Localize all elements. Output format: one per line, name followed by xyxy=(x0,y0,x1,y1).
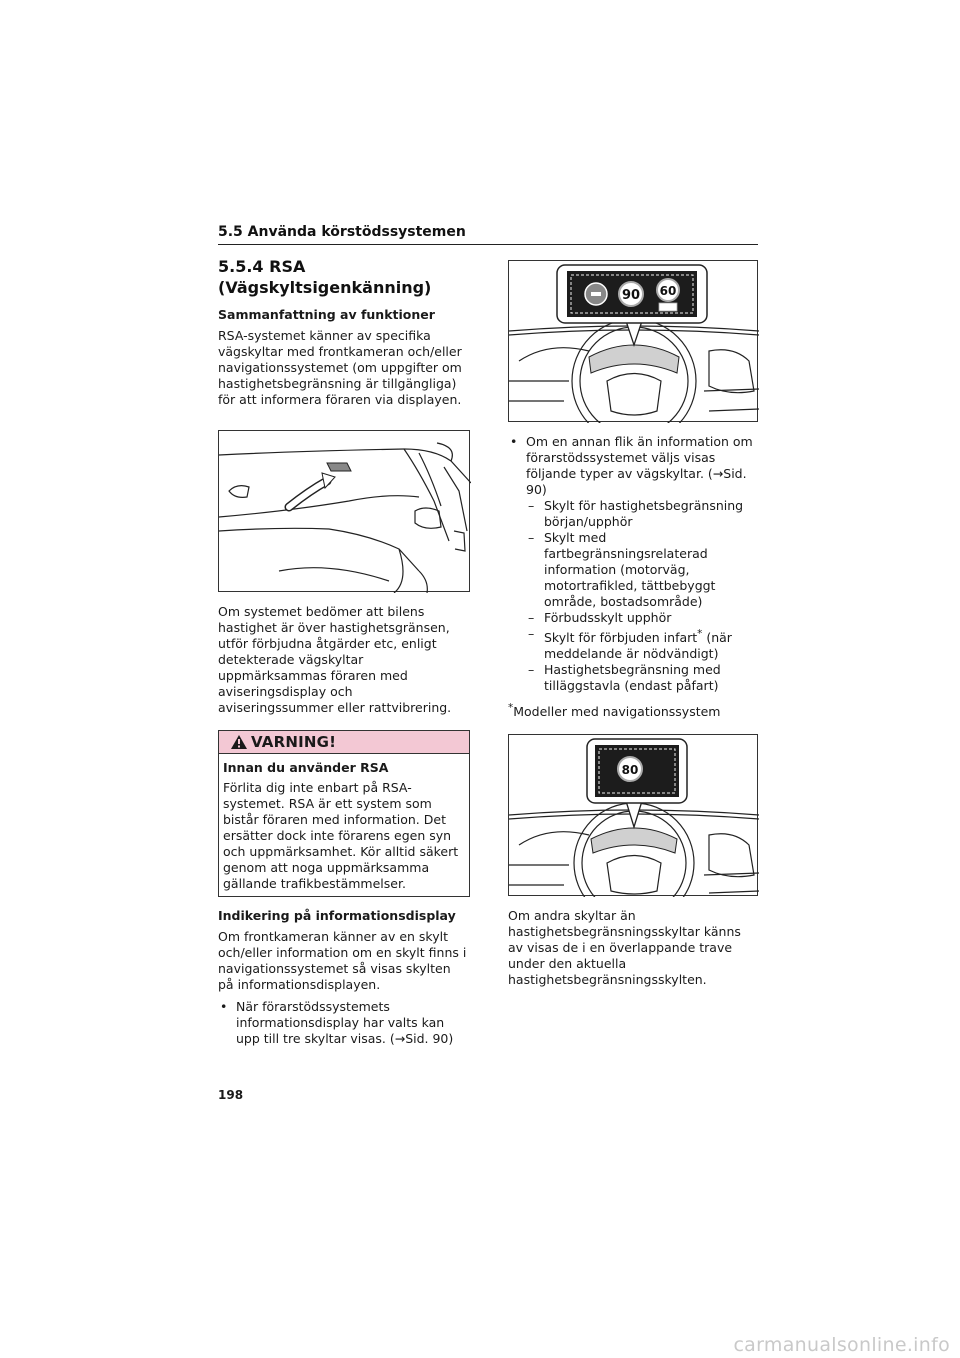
page-number: 198 xyxy=(218,1088,244,1102)
dash-item: – Förbudsskylt upphör xyxy=(526,610,758,626)
dash-item: – Skylt för hastighetsbegränsning början/upphör xyxy=(526,498,758,530)
dash-item-text-suffix: (när meddelande är nödvändigt) xyxy=(544,630,732,662)
title-line-1: 5.5.4 RSA xyxy=(218,257,306,276)
right-column xyxy=(508,260,758,994)
speed-warning-paragraph: Om systemet bedömer att bilens hastighet är över hastighetsgränsen, utför förbjudna åtgärder etc, enligt detekterade vägskyltar uppmärksammas föraren med aviseringsdisplay och aviseringssummer eller rattvibrering. xyxy=(218,604,452,715)
dash-item xyxy=(526,626,758,662)
windshield-camera-figure xyxy=(218,430,470,592)
bullet-item: • När förarstödssystemets informationsdisplay har valts kan upp till tre skyltar visas. (→Sid. 90) xyxy=(218,999,470,1047)
sign-80-text: 80 xyxy=(621,763,639,778)
warning-title: VARNING! xyxy=(251,733,337,751)
sign-type-dash-list xyxy=(526,498,758,694)
stacked-signs-paragraph: Om andra skyltar än hastighetsbegränsningsskyltar känns av visas de i en överlappande trave under den aktuella hastighetsbegränsningsskylten. xyxy=(508,908,741,988)
dashboard-illustration xyxy=(509,261,759,423)
sign-90-text: 90 xyxy=(621,288,641,303)
warning-header xyxy=(219,731,469,754)
title-line-2: (Vägskyltsigenkänning) xyxy=(218,278,432,297)
warning-icon xyxy=(231,735,247,749)
sign-types-list xyxy=(508,434,758,694)
section-header: 5.5 Använda körstödssystemen xyxy=(218,224,758,245)
footnote-marker: * xyxy=(697,628,703,640)
warning-text: Förlita dig inte enbart på RSA-systemet. RSA är ett system som bistår föraren med information. Det ersätter dock inte förarens egen syn och uppmärksamhet. Kör alltid säkert genom att noga uppmärksamma gällande trafikbestämmelser. xyxy=(223,780,459,891)
warning-heading: Innan du använder RSA xyxy=(223,760,389,775)
left-column xyxy=(218,256,470,1049)
sign-60-text: 60 xyxy=(659,284,677,298)
display-bullets xyxy=(218,999,470,1047)
dash-item: – Skylt med fartbegränsningsrelaterad information (motorväg, motortrafikled, tättbebyggt område, bostadsområde) xyxy=(526,530,758,610)
warning-body xyxy=(219,754,469,896)
dash-item: – Hastighetsbegränsning med tilläggstavla (endast påfart) xyxy=(526,662,758,694)
subheading-display: Indikering på informationsdisplay xyxy=(218,908,456,923)
bullet-item xyxy=(508,434,758,694)
dashboard-single-sign-figure xyxy=(508,734,758,896)
warning-box xyxy=(218,730,470,897)
windshield-camera-illustration xyxy=(219,431,471,593)
footnote xyxy=(508,700,758,720)
display-paragraph: Om frontkameran känner av en skylt och/eller information om en skylt finns i navigationssystemet så visas skylten på informationsdisplayen. xyxy=(218,929,467,992)
dash-item-text: Skylt för förbjuden infart xyxy=(544,630,698,646)
bullet-intro: Om en annan flik än information om förarstödssystemet väljs visas följande typer av vägskyltar. (→Sid. 90) xyxy=(526,434,753,497)
dashboard-three-signs-figure xyxy=(508,260,758,422)
dashboard-illustration xyxy=(509,735,759,897)
footnote-marker: * xyxy=(508,702,514,715)
subheading-summary: Sammanfattning av funktioner xyxy=(218,307,435,322)
footnote-text: Modeller med navigationssystem xyxy=(513,704,721,720)
watermark: carmanualsonline.info xyxy=(733,1334,950,1356)
section-title xyxy=(218,256,470,298)
intro-paragraph: RSA-systemet känner av specifika vägskyltar med frontkameran och/eller navigationssystemet (om uppgifter om hastighetsbegränsning är tillgängliga) för att informera föraren via displayen. xyxy=(218,328,462,407)
